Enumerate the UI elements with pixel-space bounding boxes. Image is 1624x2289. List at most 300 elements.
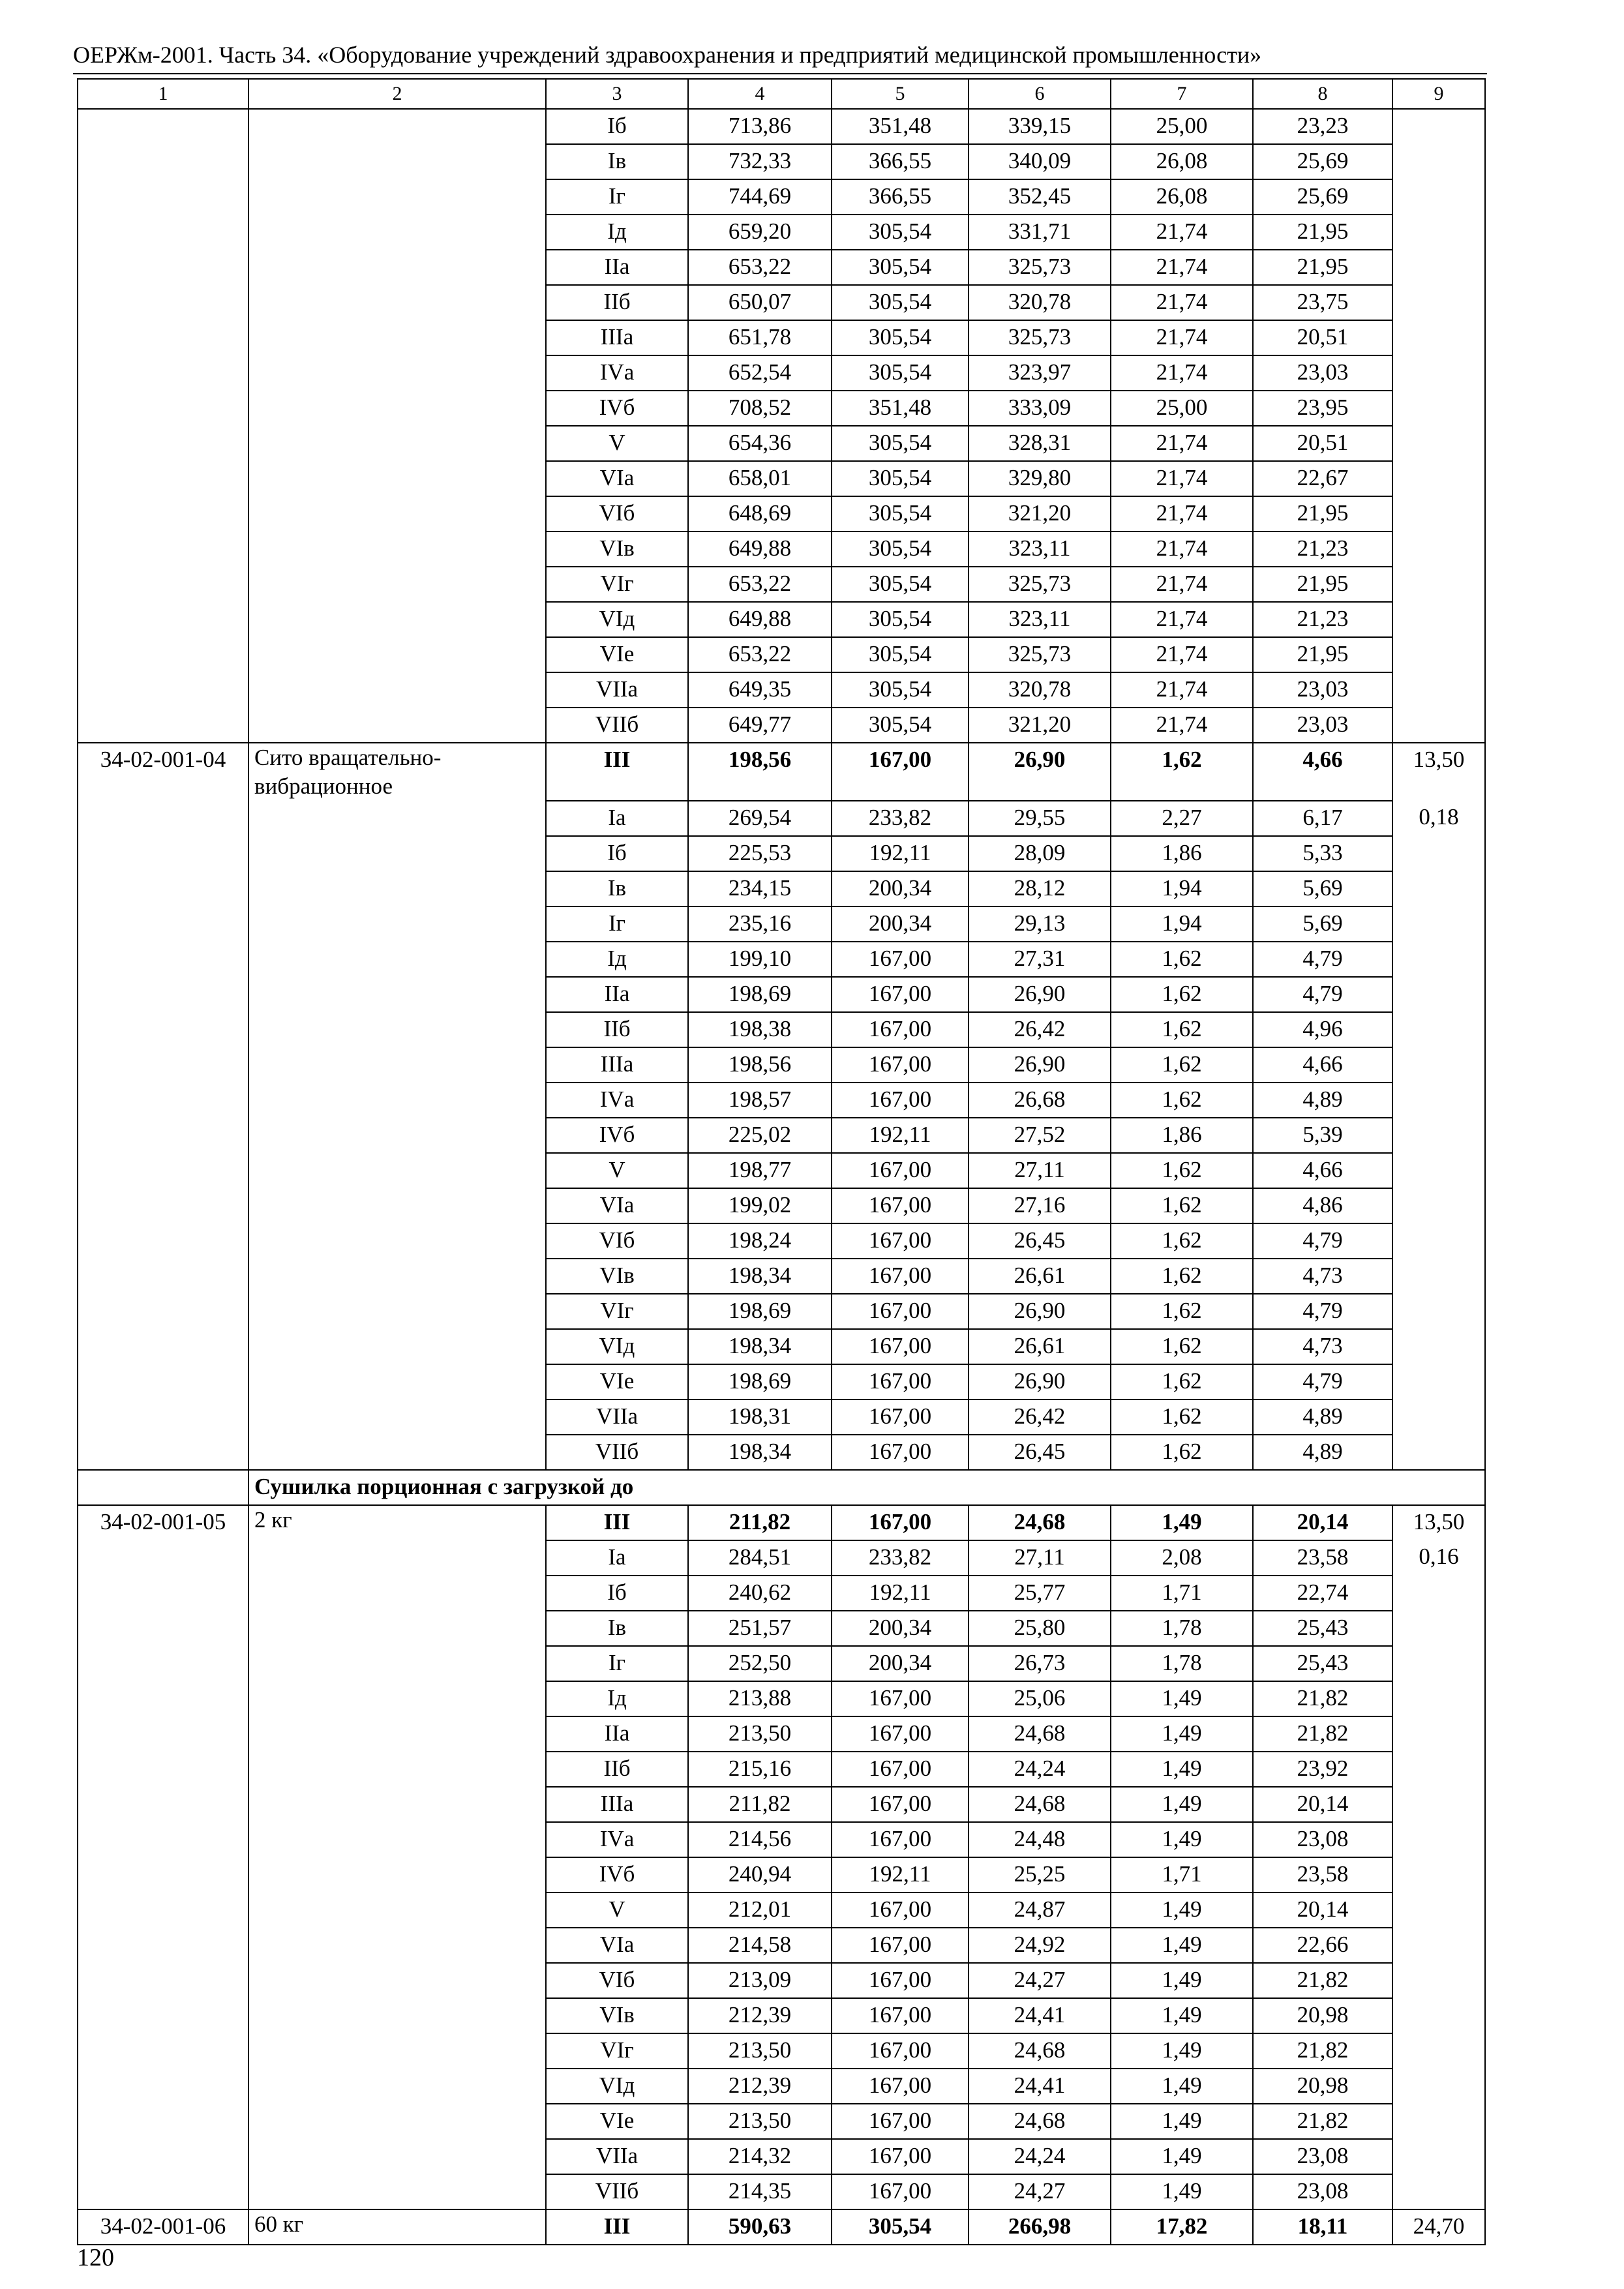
column-number: 5: [832, 79, 969, 109]
table-row: [78, 672, 1485, 708]
value-cell: 21,82: [1253, 1681, 1392, 1716]
table-row: [78, 1540, 1485, 1576]
value-cell: 23,03: [1253, 708, 1392, 743]
value-cell: 1,49: [1111, 1822, 1253, 1857]
col9-cell: [1392, 1646, 1485, 1681]
value-cell: 198,57: [688, 1083, 832, 1118]
name-cell: [248, 1223, 546, 1259]
table-row: [78, 1716, 1485, 1752]
name-cell: [248, 2139, 546, 2174]
value-cell: 713,86: [688, 109, 832, 144]
value-cell: 21,95: [1253, 567, 1392, 602]
col9-cell: [1392, 320, 1485, 355]
value-cell: 21,82: [1253, 1963, 1392, 1998]
region-cell: Iг: [546, 179, 688, 215]
name-cell: 60 кг: [248, 2209, 546, 2245]
table-row: [78, 1857, 1485, 1893]
value-cell: 167,00: [832, 1259, 969, 1294]
value-cell: 5,39: [1253, 1118, 1392, 1153]
region-cell: VIIа: [546, 2139, 688, 2174]
code-cell: [78, 1188, 248, 1223]
table-row: [78, 1822, 1485, 1857]
value-cell: 651,78: [688, 320, 832, 355]
region-cell: VIа: [546, 461, 688, 496]
value-cell: 1,86: [1111, 1118, 1253, 1153]
value-cell: 4,73: [1253, 1259, 1392, 1294]
value-cell: 198,34: [688, 1435, 832, 1470]
code-cell: [78, 2174, 248, 2209]
value-cell: 1,49: [1111, 2104, 1253, 2139]
value-cell: 167,00: [832, 1188, 969, 1223]
value-cell: 235,16: [688, 906, 832, 942]
value-cell: 214,58: [688, 1928, 832, 1963]
code-cell: [78, 250, 248, 285]
value-cell: 26,61: [969, 1259, 1111, 1294]
value-cell: 198,69: [688, 1294, 832, 1329]
code-cell: [78, 1012, 248, 1047]
value-cell: 200,34: [832, 871, 969, 906]
code-cell: [78, 1893, 248, 1928]
value-cell: 325,73: [969, 320, 1111, 355]
value-cell: 213,50: [688, 1716, 832, 1752]
region-cell: IVа: [546, 355, 688, 391]
table-row: [78, 1681, 1485, 1716]
region-cell: VIе: [546, 2104, 688, 2139]
value-cell: 1,94: [1111, 906, 1253, 942]
value-cell: 192,11: [832, 836, 969, 871]
code-cell: [78, 1083, 248, 1118]
value-cell: 167,00: [832, 2104, 969, 2139]
name-cell: [248, 1822, 546, 1857]
col9-cell: 0,18: [1392, 801, 1485, 836]
code-cell: [78, 977, 248, 1012]
value-cell: 214,32: [688, 2139, 832, 2174]
value-cell: 4,79: [1253, 1223, 1392, 1259]
value-cell: 167,00: [832, 977, 969, 1012]
table-row: [78, 871, 1485, 906]
value-cell: 4,89: [1253, 1083, 1392, 1118]
value-cell: 1,49: [1111, 1963, 1253, 1998]
code-cell: 34-02-001-05: [78, 1505, 248, 1540]
col9-cell: [1392, 461, 1485, 496]
value-cell: 20,98: [1253, 1998, 1392, 2033]
value-cell: 649,88: [688, 531, 832, 567]
value-cell: 21,74: [1111, 602, 1253, 637]
col9-cell: [1392, 1047, 1485, 1083]
value-cell: 744,69: [688, 179, 832, 215]
col9-cell: [1392, 250, 1485, 285]
value-cell: 234,15: [688, 871, 832, 906]
code-cell: [78, 1047, 248, 1083]
value-cell: 213,09: [688, 1963, 832, 1998]
value-cell: 167,00: [832, 1047, 969, 1083]
table-row: [78, 1223, 1485, 1259]
code-cell: [78, 1153, 248, 1188]
table-row: [78, 355, 1485, 391]
code-cell: [78, 1611, 248, 1646]
table-row: [78, 250, 1485, 285]
name-cell: [248, 320, 546, 355]
col9-cell: [1392, 496, 1485, 531]
value-cell: 340,09: [969, 144, 1111, 179]
region-cell: Iд: [546, 942, 688, 977]
value-cell: 331,71: [969, 215, 1111, 250]
value-cell: 167,00: [832, 1505, 969, 1540]
value-cell: 1,49: [1111, 2069, 1253, 2104]
value-cell: 198,77: [688, 1153, 832, 1188]
table-row: [78, 1611, 1485, 1646]
region-cell: III: [546, 743, 688, 801]
code-cell: [78, 2069, 248, 2104]
value-cell: 1,49: [1111, 2139, 1253, 2174]
value-cell: 192,11: [832, 1576, 969, 1611]
name-cell: [248, 1611, 546, 1646]
value-cell: 1,49: [1111, 1752, 1253, 1787]
value-cell: 225,53: [688, 836, 832, 871]
table-row: [78, 1435, 1485, 1470]
value-cell: 23,23: [1253, 109, 1392, 144]
value-cell: 339,15: [969, 109, 1111, 144]
col9-cell: [1392, 1681, 1485, 1716]
value-cell: 25,00: [1111, 109, 1253, 144]
col9-cell: [1392, 2139, 1485, 2174]
col9-cell: [1392, 942, 1485, 977]
column-number: 9: [1392, 79, 1485, 109]
column-number: 6: [969, 79, 1111, 109]
price-table: [77, 78, 1486, 2245]
value-cell: 649,35: [688, 672, 832, 708]
table-row: [78, 426, 1485, 461]
table-row: [78, 2209, 1485, 2245]
name-cell: [248, 567, 546, 602]
value-cell: 284,51: [688, 1540, 832, 1576]
value-cell: 1,62: [1111, 1047, 1253, 1083]
region-cell: IVа: [546, 1083, 688, 1118]
value-cell: 21,74: [1111, 531, 1253, 567]
value-cell: 329,80: [969, 461, 1111, 496]
region-cell: VIIб: [546, 708, 688, 743]
value-cell: 708,52: [688, 391, 832, 426]
name-cell: [248, 942, 546, 977]
value-cell: 167,00: [832, 2069, 969, 2104]
value-cell: 21,74: [1111, 355, 1253, 391]
value-cell: 5,69: [1253, 871, 1392, 906]
value-cell: 1,62: [1111, 1083, 1253, 1118]
name-cell: [248, 1083, 546, 1118]
code-cell: [78, 2104, 248, 2139]
value-cell: 351,48: [832, 109, 969, 144]
value-cell: 21,74: [1111, 285, 1253, 320]
value-cell: 167,00: [832, 1364, 969, 1399]
col9-cell: [1392, 2069, 1485, 2104]
value-cell: 4,73: [1253, 1329, 1392, 1364]
value-cell: 167,00: [832, 2139, 969, 2174]
value-cell: 167,00: [832, 1963, 969, 1998]
region-cell: VIв: [546, 1259, 688, 1294]
value-cell: 167,00: [832, 1435, 969, 1470]
table-row: [78, 1153, 1485, 1188]
name-cell: [248, 1928, 546, 1963]
col9-cell: [1392, 531, 1485, 567]
value-cell: 252,50: [688, 1646, 832, 1681]
code-cell: [78, 355, 248, 391]
name-cell: [248, 708, 546, 743]
name-cell: [248, 1857, 546, 1893]
table-row: [78, 1893, 1485, 1928]
col9-cell: [1392, 426, 1485, 461]
value-cell: 167,00: [832, 1399, 969, 1435]
value-cell: 198,69: [688, 977, 832, 1012]
value-cell: 21,95: [1253, 215, 1392, 250]
code-cell: [78, 215, 248, 250]
col9-cell: [1392, 1752, 1485, 1787]
col9-cell: [1392, 1611, 1485, 1646]
value-cell: 652,54: [688, 355, 832, 391]
value-cell: 649,88: [688, 602, 832, 637]
value-cell: 305,54: [832, 250, 969, 285]
value-cell: 26,90: [969, 1294, 1111, 1329]
region-cell: VIе: [546, 1364, 688, 1399]
value-cell: 167,00: [832, 1223, 969, 1259]
value-cell: 325,73: [969, 250, 1111, 285]
value-cell: 21,95: [1253, 496, 1392, 531]
col9-cell: [1392, 1118, 1485, 1153]
name-cell: [248, 391, 546, 426]
value-cell: 5,33: [1253, 836, 1392, 871]
col9-cell: [1392, 1435, 1485, 1470]
value-cell: 325,73: [969, 637, 1111, 672]
name-cell: [248, 1259, 546, 1294]
value-cell: 26,68: [969, 1083, 1111, 1118]
name-cell: [248, 977, 546, 1012]
col9-cell: [1392, 1329, 1485, 1364]
value-cell: 198,34: [688, 1329, 832, 1364]
region-cell: Iв: [546, 144, 688, 179]
col9-cell: [1392, 215, 1485, 250]
value-cell: 213,50: [688, 2104, 832, 2139]
region-cell: IIIа: [546, 1787, 688, 1822]
value-cell: 2,08: [1111, 1540, 1253, 1576]
value-cell: 1,62: [1111, 1153, 1253, 1188]
table-row: [78, 1998, 1485, 2033]
value-cell: 1,62: [1111, 743, 1253, 801]
code-cell: [78, 1963, 248, 1998]
column-number-row: [78, 79, 1485, 109]
table-row: [78, 567, 1485, 602]
table-row: [78, 109, 1485, 144]
code-cell: [78, 1470, 248, 1505]
value-cell: 1,62: [1111, 1364, 1253, 1399]
value-cell: 198,56: [688, 743, 832, 801]
value-cell: 4,79: [1253, 942, 1392, 977]
col9-cell: [1392, 672, 1485, 708]
code-cell: [78, 672, 248, 708]
value-cell: 27,11: [969, 1540, 1111, 1576]
value-cell: 215,16: [688, 1752, 832, 1787]
table-row: [78, 2139, 1485, 2174]
col9-cell: [1392, 871, 1485, 906]
value-cell: 24,24: [969, 2139, 1111, 2174]
name-cell: [248, 355, 546, 391]
name-cell: [248, 906, 546, 942]
value-cell: 6,17: [1253, 801, 1392, 836]
value-cell: 325,73: [969, 567, 1111, 602]
value-cell: 305,54: [832, 496, 969, 531]
value-cell: 4,89: [1253, 1435, 1392, 1470]
table-row: [78, 977, 1485, 1012]
value-cell: 26,73: [969, 1646, 1111, 1681]
code-cell: [78, 144, 248, 179]
code-cell: [78, 179, 248, 215]
value-cell: 305,54: [832, 426, 969, 461]
value-cell: 351,48: [832, 391, 969, 426]
value-cell: 323,97: [969, 355, 1111, 391]
table-row: [78, 1012, 1485, 1047]
value-cell: 21,23: [1253, 602, 1392, 637]
value-cell: 321,20: [969, 708, 1111, 743]
col9-cell: [1392, 1928, 1485, 1963]
table-row: [78, 743, 1485, 801]
value-cell: 5,69: [1253, 906, 1392, 942]
value-cell: 251,57: [688, 1611, 832, 1646]
code-cell: [78, 801, 248, 836]
value-cell: 21,82: [1253, 1716, 1392, 1752]
column-number: 4: [688, 79, 832, 109]
value-cell: 305,54: [832, 637, 969, 672]
table-row: [78, 1399, 1485, 1435]
table-row: [78, 179, 1485, 215]
value-cell: 24,24: [969, 1752, 1111, 1787]
value-cell: 167,00: [832, 1329, 969, 1364]
value-cell: 4,66: [1253, 1153, 1392, 1188]
table-row: [78, 602, 1485, 637]
code-cell: [78, 1787, 248, 1822]
value-cell: 167,00: [832, 2174, 969, 2209]
value-cell: 1,78: [1111, 1646, 1253, 1681]
value-cell: 214,35: [688, 2174, 832, 2209]
table-row: [78, 942, 1485, 977]
value-cell: 21,74: [1111, 672, 1253, 708]
value-cell: 266,98: [969, 2209, 1111, 2245]
value-cell: 240,94: [688, 1857, 832, 1893]
value-cell: 1,94: [1111, 871, 1253, 906]
code-cell: [78, 1329, 248, 1364]
region-cell: III: [546, 1505, 688, 1540]
region-cell: Iв: [546, 871, 688, 906]
value-cell: 658,01: [688, 461, 832, 496]
col9-cell: [1392, 285, 1485, 320]
value-cell: 23,75: [1253, 285, 1392, 320]
value-cell: 199,10: [688, 942, 832, 977]
section-title: Сушилка порционная с загрузкой до: [248, 1470, 1485, 1505]
column-number: 3: [546, 79, 688, 109]
region-cell: VIв: [546, 531, 688, 567]
value-cell: 198,34: [688, 1259, 832, 1294]
value-cell: 1,62: [1111, 977, 1253, 1012]
value-cell: 352,45: [969, 179, 1111, 215]
region-cell: IIб: [546, 1752, 688, 1787]
table-row: [78, 391, 1485, 426]
name-cell: [248, 2069, 546, 2104]
col9-cell: 0,16: [1392, 1540, 1485, 1576]
value-cell: 167,00: [832, 1012, 969, 1047]
code-cell: [78, 1822, 248, 1857]
value-cell: 323,11: [969, 602, 1111, 637]
name-cell: [248, 250, 546, 285]
code-cell: [78, 2139, 248, 2174]
col9-cell: [1392, 1083, 1485, 1118]
code-cell: [78, 1294, 248, 1329]
value-cell: 1,49: [1111, 1893, 1253, 1928]
code-cell: 34-02-001-04: [78, 743, 248, 801]
table-row: [78, 1047, 1485, 1083]
value-cell: 25,77: [969, 1576, 1111, 1611]
value-cell: 26,90: [969, 1364, 1111, 1399]
code-cell: [78, 1857, 248, 1893]
name-cell: [248, 426, 546, 461]
region-cell: III: [546, 2209, 688, 2245]
value-cell: 4,89: [1253, 1399, 1392, 1435]
name-cell: Сито вращательно-вибрационное: [248, 743, 546, 801]
code-cell: [78, 1223, 248, 1259]
column-number: 1: [78, 79, 248, 109]
value-cell: 28,09: [969, 836, 1111, 871]
col9-cell: [1392, 2104, 1485, 2139]
code-cell: [78, 1259, 248, 1294]
name-cell: 2 кг: [248, 1505, 546, 1540]
col9-cell: [1392, 602, 1485, 637]
name-cell: [248, 285, 546, 320]
value-cell: 167,00: [832, 1998, 969, 2033]
name-cell: [248, 1576, 546, 1611]
code-cell: [78, 1540, 248, 1576]
col9-cell: 24,70: [1392, 2209, 1485, 2245]
value-cell: 167,00: [832, 1294, 969, 1329]
region-cell: Iд: [546, 215, 688, 250]
value-cell: 225,02: [688, 1118, 832, 1153]
value-cell: 305,54: [832, 215, 969, 250]
table-row: [78, 285, 1485, 320]
value-cell: 213,88: [688, 1681, 832, 1716]
value-cell: 24,41: [969, 1998, 1111, 2033]
value-cell: 200,34: [832, 1646, 969, 1681]
region-cell: Iб: [546, 1576, 688, 1611]
table-row: [78, 1576, 1485, 1611]
region-cell: VIб: [546, 496, 688, 531]
value-cell: 21,74: [1111, 461, 1253, 496]
name-cell: [248, 836, 546, 871]
code-cell: [78, 871, 248, 906]
code-cell: [78, 1576, 248, 1611]
value-cell: 24,41: [969, 2069, 1111, 2104]
value-cell: 25,69: [1253, 144, 1392, 179]
value-cell: 167,00: [832, 1928, 969, 1963]
col9-cell: [1392, 1364, 1485, 1399]
value-cell: 366,55: [832, 144, 969, 179]
value-cell: 167,00: [832, 1681, 969, 1716]
region-cell: IIIа: [546, 1047, 688, 1083]
value-cell: 23,08: [1253, 2174, 1392, 2209]
region-cell: Iд: [546, 1681, 688, 1716]
value-cell: 167,00: [832, 1787, 969, 1822]
value-cell: 1,62: [1111, 1435, 1253, 1470]
value-cell: 21,74: [1111, 250, 1253, 285]
value-cell: 24,68: [969, 1505, 1111, 1540]
col9-cell: [1392, 1576, 1485, 1611]
name-cell: [248, 1752, 546, 1787]
name-cell: [248, 144, 546, 179]
value-cell: 25,43: [1253, 1646, 1392, 1681]
